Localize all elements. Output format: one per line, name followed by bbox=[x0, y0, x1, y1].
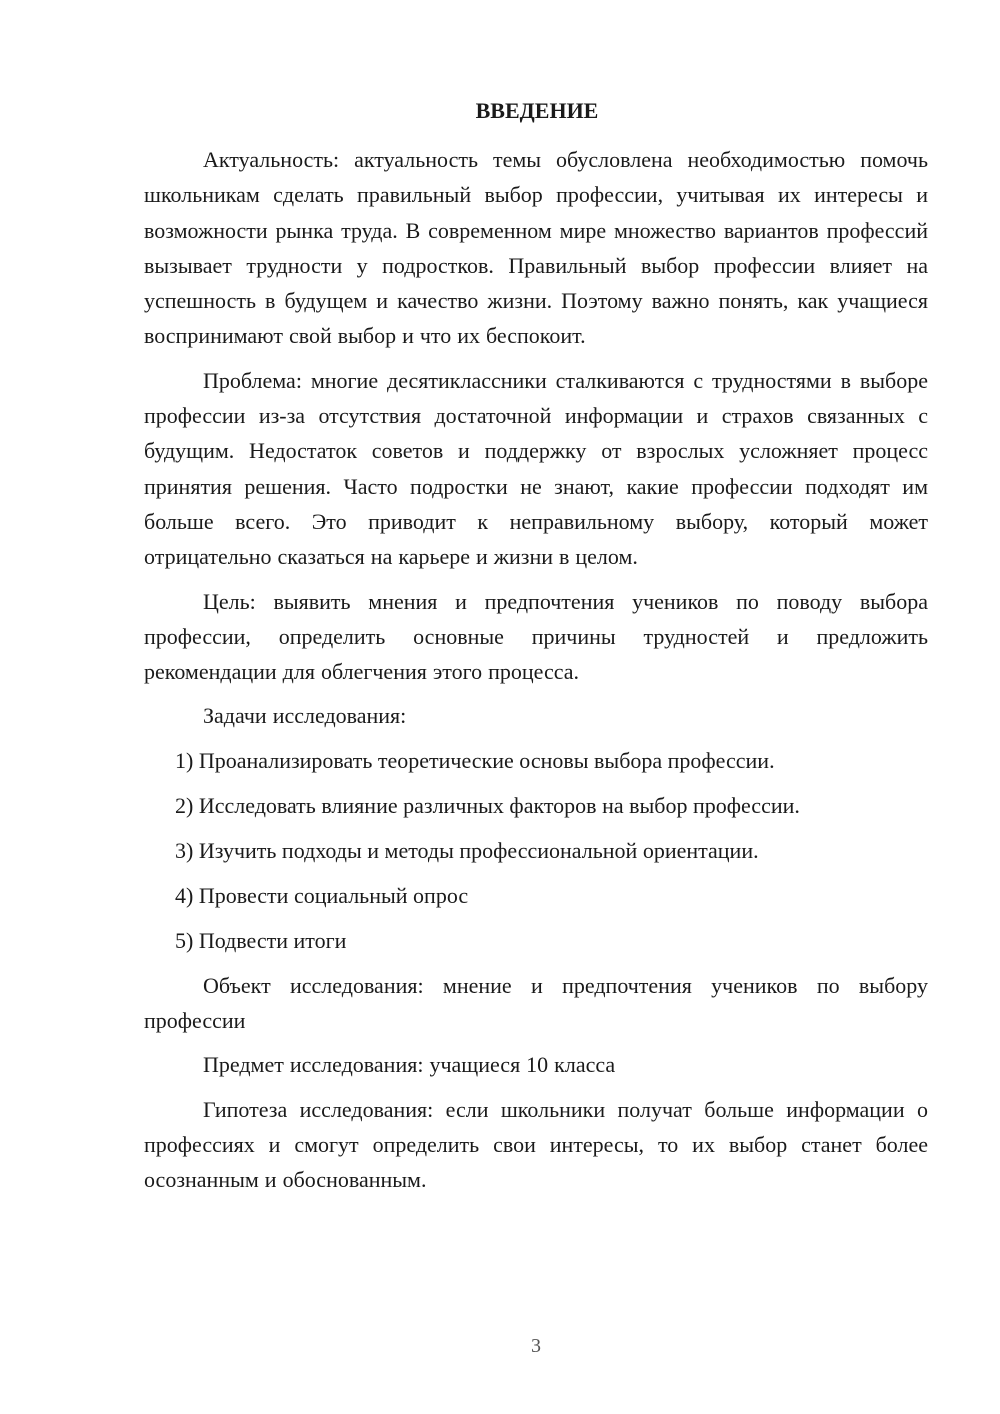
object-paragraph: Объект исследования: мнение и предпочтения учеников по выбору профессии bbox=[144, 972, 928, 1033]
page-number: 3 bbox=[531, 1335, 541, 1357]
page-content bbox=[144, 93, 928, 1206]
hypothesis-paragraph: Гипотеза исследования: если школьники получат больше информации о профессиях и смогут определить свои интересы, то их выбор станет более осознанным и обоснованным. bbox=[144, 1096, 928, 1193]
relevance-paragraph: Актуальность: актуальность темы обусловлена необходимостью помочь школьникам сделать правильный выбор профессии, учитывая их интересы и возможности рынка труда. В современном мире множество вариантов профессий вызывает трудности у подростков. Правильный выбор профессии влияет на успешность в будущем и качество жизни. Поэтому важно понять, как учащиеся воспринимают свой выбор и что их беспокоит. bbox=[144, 147, 928, 349]
task-item: 2) Исследовать влияние различных факторов на выбор профессии. bbox=[175, 792, 800, 818]
tasks-heading: Задачи исследования: bbox=[203, 703, 407, 729]
section-title: ВВЕДЕНИЕ bbox=[475, 98, 599, 123]
task-item: 5) Подвести итоги bbox=[175, 927, 347, 953]
goal-paragraph: Цель: выявить мнения и предпочтения учеников по поводу выбора профессии, определить основные причины трудностей и предложить рекомендации для облегчения этого процесса. bbox=[144, 588, 928, 685]
task-item: 4) Провести социальный опрос bbox=[175, 882, 469, 908]
subject-paragraph: Предмет исследования: учащиеся 10 класса bbox=[203, 1052, 616, 1078]
task-item: 1) Проанализировать теоретические основы выбора профессии. bbox=[175, 747, 775, 773]
problem-paragraph: Проблема: многие десятиклассники сталкиваются с трудностями в выборе профессии из-за отсутствия достаточной информации и страхов связанных с будущим. Недостаток советов и поддержку от взрослых усложняет процесс принятия решения. Часто подростки не знают, какие профессии подходят им больше всего. Это приводит к неправильному выбору, который может отрицательно сказаться на карьере и жизни в целом. bbox=[144, 367, 928, 570]
task-item: 3) Изучить подходы и методы профессиональной ориентации. bbox=[175, 837, 759, 863]
